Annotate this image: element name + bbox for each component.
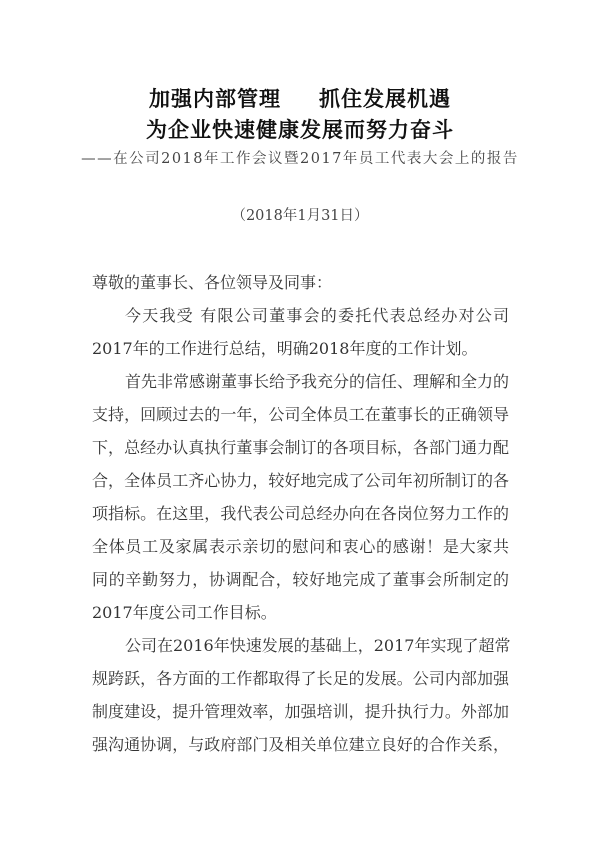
paragraph-2-line: 首先非常感谢董事长给予我充分的信任、理解和全力的 [125,372,510,391]
title-part-2: 抓住发展机遇 [319,86,451,111]
title-part-1: 加强内部管理 [149,86,281,111]
paragraph-3-line: 制度建设，提升管理效率，加强培训，提升执行力。外部加 [92,702,509,721]
paragraph-1-line: 今天我受 有限公司董事会的委托代表总经办对公司 [125,306,509,325]
paragraph-3-line: 规跨跃，各方面的工作都取得了长足的发展。公司内部加强 [92,669,509,688]
document-title-line-1 [0,83,600,113]
document-date: （2018年1月31日） [231,208,369,224]
paragraph-2-line: 支持，回顾过去的一年，公司全体员工在董事长的正确领导 [92,405,509,424]
paragraph-1-line: 2017年的工作进行总结，明确2018年度的工作计划。 [92,339,478,358]
document-body [92,270,509,765]
paragraph-2-line: 2017年度公司工作目标。 [92,603,277,622]
document-title-line-2: 为企业快速健康发展而努力奋斗 [146,117,454,142]
document-subtitle: ——在公司2018年工作会议暨2017年员工代表大会上的报告 [81,151,519,167]
paragraph-2-line: 项指标。在这里，我代表公司总经办向在各岗位努力工作的 [92,504,509,523]
salutation: 尊敬的董事长、各位领导及同事： [92,273,333,292]
paragraph-2-line: 全体员工及家属表示亲切的慰问和衷心的感谢！是大家共 [92,537,509,556]
paragraph-2-line: 下，总经办认真执行董事会制订的各项目标，各部门通力配 [92,438,509,457]
paragraph-3-line: 公司在2016年快速发展的基础上，2017年实现了超常 [125,636,511,655]
paragraph-3-line: 强沟通协调，与政府部门及相关单位建立良好的合作关系， [92,735,509,754]
paragraph-2-line: 合，全体员工齐心协力，较好地完成了公司年初所制订的各 [92,471,509,490]
paragraph-2-line: 同的辛勤努力，协调配合，较好地完成了董事会所制定的 [92,570,509,589]
